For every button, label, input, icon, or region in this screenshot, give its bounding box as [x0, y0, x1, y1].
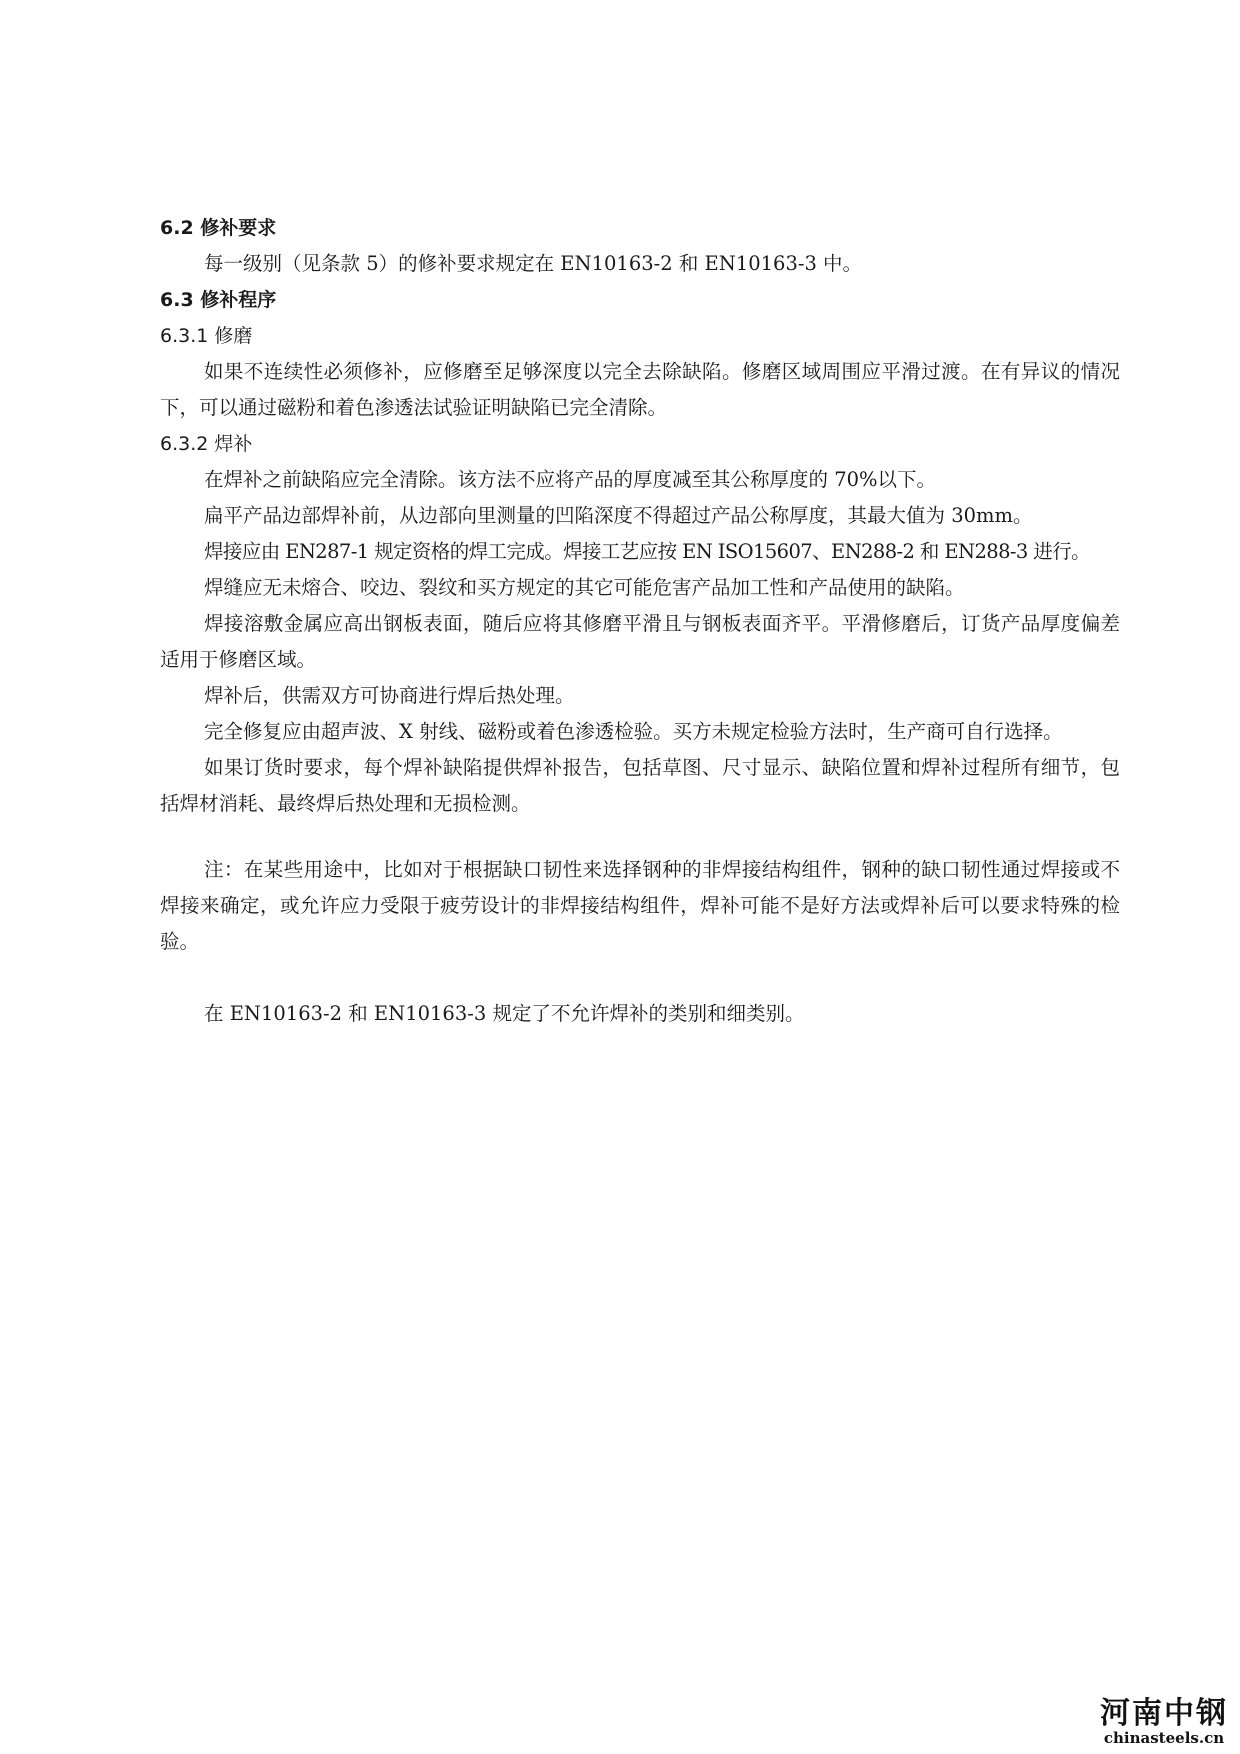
weld-paragraph: 如果订货时要求，每个焊补缺陷提供焊补报告，包括草图、尺寸显示、缺陷位置和焊补过程所有细节，包括焊材消耗、最终焊后热处理和无损检测。 [160, 756, 1120, 815]
weld-paragraph: 焊缝应无未熔合、咬边、裂纹和买方规定的其它可能危害产品加工性和产品使用的缺陷。 [204, 576, 965, 599]
document-body [160, 210, 1120, 1032]
weld-paragraph: 焊接溶敷金属应高出钢板表面，随后应将其修磨平滑且与钢板表面齐平。平滑修磨后，订货产品厚度偏差适用于修磨区域。 [160, 612, 1120, 671]
section-6-2-text: 每一级别（见条款 5）的修补要求规定在 EN10163-2 和 EN10163-3 中。 [204, 252, 863, 275]
spacer [160, 822, 1120, 852]
watermark-en: chinasteels.cn [1103, 1729, 1225, 1747]
note-paragraph: 注：在某些用途中，比如对于根据缺口韧性来选择钢种的非焊接结构组件，钢种的缺口韧性通过焊接或不焊接来确定，或允许应力受限于疲劳设计的非焊接结构组件，焊补可能不是好方法或焊补后可以要求特殊的检验。 [160, 858, 1120, 953]
weld-paragraph: 焊接应由 EN287-1 规定资格的焊工完成。焊接工艺应按 EN ISO15607、EN288-2 和 EN288-3 进行。 [204, 540, 1091, 563]
section-6-2-heading: 6.2 修补要求 [160, 217, 277, 239]
weld-paragraph: 扁平产品边部焊补前，从边部向里测量的凹陷深度不得超过产品公称厚度，其最大值为 30mm。 [204, 504, 1033, 527]
weld-paragraph: 在焊补之前缺陷应完全清除。该方法不应将产品的厚度减至其公称厚度的 70%以下。 [204, 468, 937, 491]
watermark-cn: 河南中钢 [1100, 1696, 1228, 1731]
spacer [160, 960, 1120, 996]
closing-paragraph: 在 EN10163-2 和 EN10163-3 规定了不允许焊补的类别和细类别。 [204, 1002, 805, 1025]
weld-paragraph: 焊补后，供需双方可协商进行焊后热处理。 [204, 684, 575, 707]
watermark-logo [1100, 1698, 1228, 1746]
section-6-3-2-heading: 6.3.2 焊补 [160, 433, 253, 455]
section-6-3-1-heading: 6.3.1 修磨 [160, 325, 253, 347]
weld-paragraph: 完全修复应由超声波、X 射线、磁粉或着色渗透检验。买方未规定检验方法时，生产商可自行选择。 [204, 720, 1063, 743]
section-6-3-1-text: 如果不连续性必须修补，应修磨至足够深度以完全去除缺陷。修磨区域周围应平滑过渡。在有异议的情况下，可以通过磁粉和着色渗透法试验证明缺陷已完全清除。 [160, 360, 1120, 419]
section-6-3-heading: 6.3 修补程序 [160, 289, 277, 311]
